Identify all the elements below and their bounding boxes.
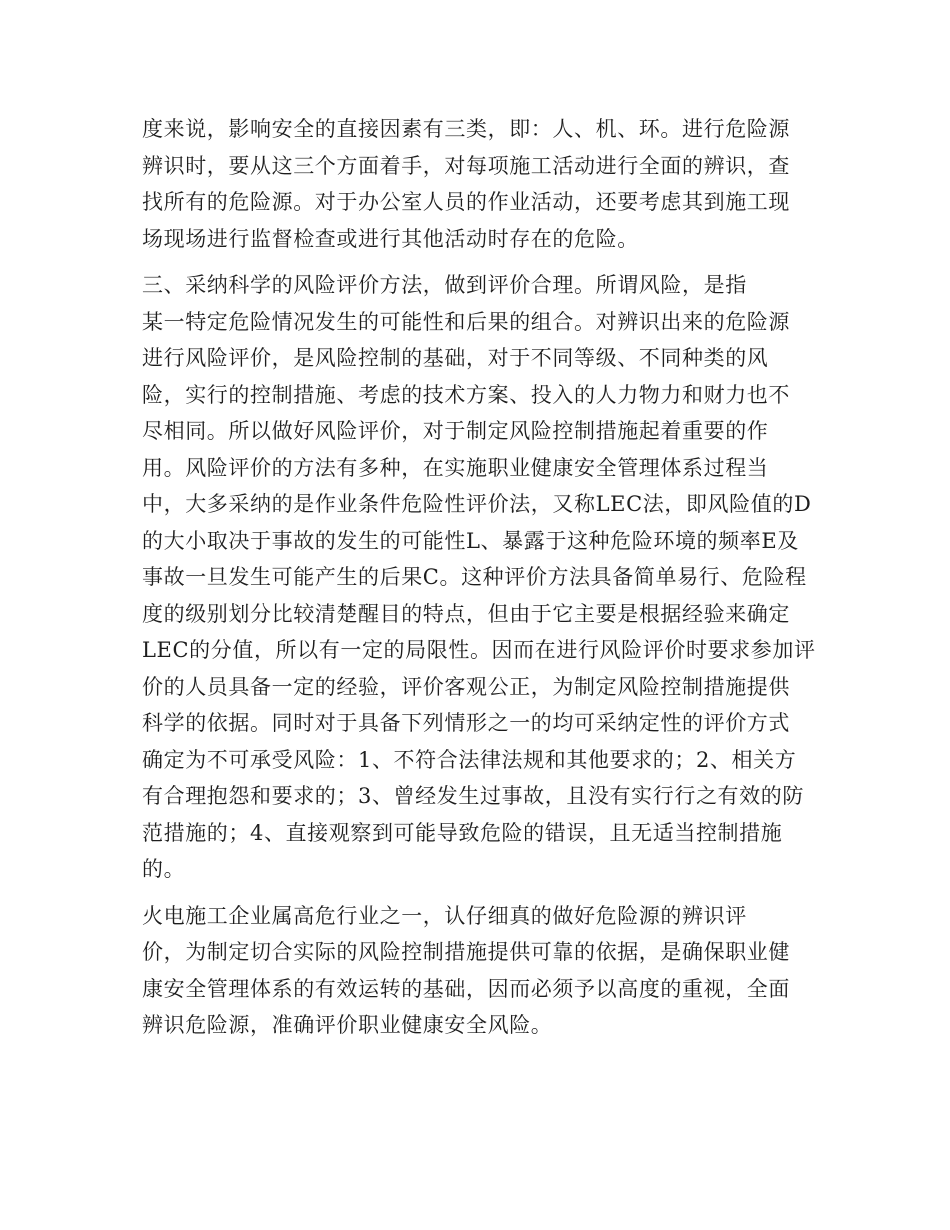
paragraph-line: 事故一旦发生可能产生的后果C。这种评价方法具备简单易行、危险程 bbox=[142, 565, 807, 589]
paragraph-line: 有合理抱怨和要求的；3、曾经发生过事故，且没有实行行之有效的防 bbox=[142, 784, 804, 808]
paragraph-line: 某一特定危险情况发生的可能性和后果的组合。对辨识出来的危险源 bbox=[142, 309, 790, 334]
paragraph-line: 场现场进行监督检查或进行其他活动时存在的危险。 bbox=[142, 226, 639, 251]
paragraph-line: 的。 bbox=[142, 857, 186, 881]
paragraph-line: LEC的分值，所以有一定的局限性。因而在进行风险评价时要求参加评 bbox=[142, 638, 816, 662]
paragraph-line: 科学的依据。同时对于具备下列情形之一的均可采纳定性的评价方式 bbox=[142, 711, 790, 735]
paragraph-spacer bbox=[142, 888, 808, 898]
paragraph-2 bbox=[142, 267, 816, 888]
paragraph-line: 三、采纳科学的风险评价方法，做到评价合理。所谓风险，是指 bbox=[142, 273, 747, 297]
paragraph-line: 中，大多采纳的是作业条件危险性评价法，又称LEC法，即风险值的D bbox=[142, 492, 812, 516]
paragraph-line: 度来说，影响安全的直接因素有三类，即：人、机、环。进行危险源 bbox=[142, 117, 790, 141]
paragraph-line: 险，实行的控制措施、考虑的技术方案、投入的人力物力和财力也不 bbox=[142, 382, 790, 407]
paragraph-line: 范措施的；4、直接观察到可能导致危险的错误，且无适当控制措施 bbox=[142, 820, 783, 845]
paragraph-line: 度的级别划分比较清楚醒目的特点，但由于它主要是根据经验来确定 bbox=[142, 601, 790, 626]
paragraph-line: 价，为制定切合实际的风险控制措施提供可靠的依据，是确保职业健 bbox=[142, 940, 790, 964]
paragraph-spacer bbox=[142, 257, 808, 267]
paragraph-line: 的大小取决于事故的发生的可能性L、暴露于这种危险环境的频率E及 bbox=[142, 528, 799, 553]
paragraph-line: 辨识危险源，准确评价职业健康安全风险。 bbox=[142, 1013, 553, 1037]
document-body bbox=[142, 111, 816, 1044]
paragraph-3 bbox=[142, 898, 808, 1044]
paragraph-line: 用。风险评价的方法有多种，在实施职业健康安全管理体系过程当 bbox=[142, 455, 769, 480]
paragraph-line: 进行风险评价，是风险控制的基础，对于不同等级、不同种类的风 bbox=[142, 346, 769, 370]
paragraph-1 bbox=[142, 111, 808, 257]
paragraph-line: 火电施工企业属高危行业之一，认仔细真的做好危险源的辨识评 bbox=[142, 903, 747, 928]
paragraph-line: 确定为不可承受风险：1、不符合法律法规和其他要求的；2、相关方 bbox=[142, 747, 797, 772]
paragraph-line: 辨识时，要从这三个方面着手，对每项施工活动进行全面的辨识，查 bbox=[142, 153, 790, 178]
paragraph-line: 康安全管理体系的有效运转的基础，因而必须予以高度的重视，全面 bbox=[142, 976, 790, 1001]
paragraph-line: 价的人员具备一定的经验，评价客观公正，为制定风险控制措施提供 bbox=[142, 674, 790, 699]
paragraph-line: 尽相同。所以做好风险评价，对于制定风险控制措施起着重要的作 bbox=[142, 419, 769, 443]
paragraph-line: 找所有的危险源。对于办公室人员的作业活动，还要考虑其到施工现 bbox=[142, 190, 790, 214]
